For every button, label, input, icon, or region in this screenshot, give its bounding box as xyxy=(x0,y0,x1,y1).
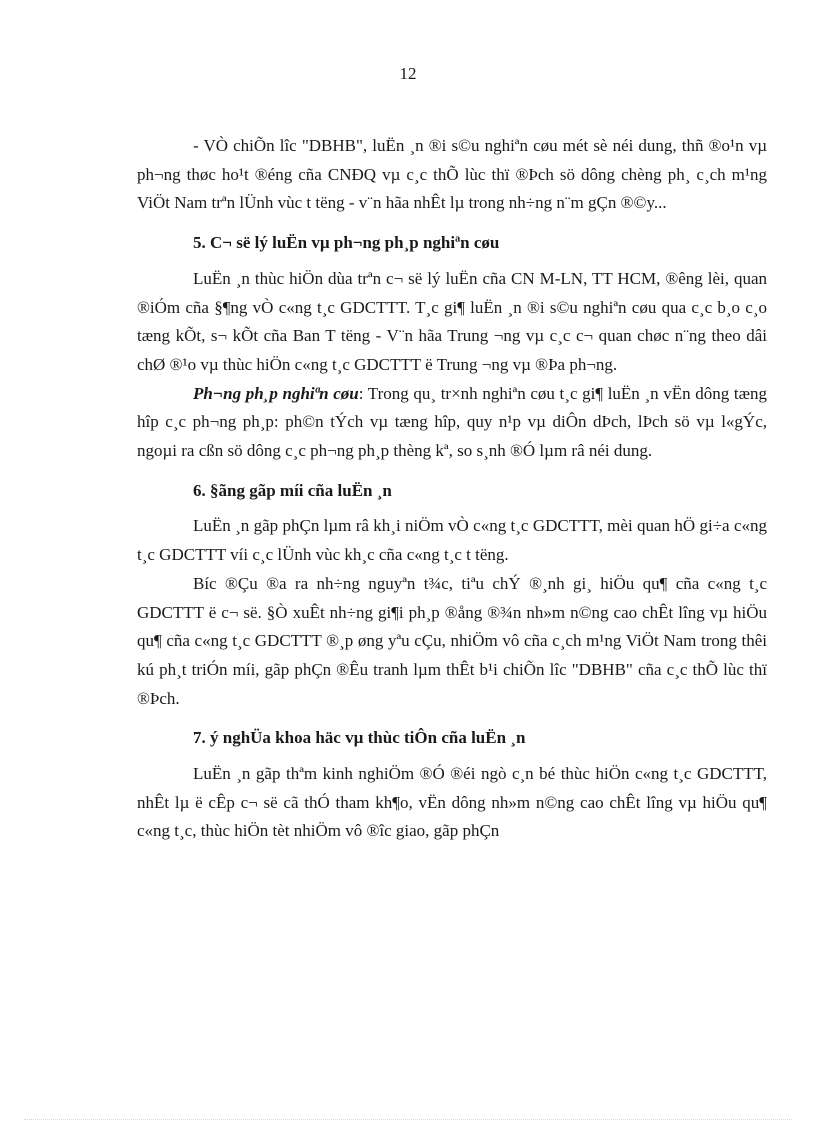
section-5-paragraph: LuËn ¸n thùc hiÖn dùa trªn c¬ së lý luËn cña CN M-LN, TT HCM, ®êng lèi, quan ®iÓm cña §¶ng vÒ c«ng t¸c GDCTTT. T¸c gi¶ luËn ¸n ®i s©u nghiªn cøu qua c¸c b¸o c¸o tæng kÕt, s¬ kÕt cña Ban T tëng - V¨n hãa Trung ¬ng vµ c¸c c¬ quan chøc n¨ng theo dâi chØ ®¹o vµ thùc hiÖn c«ng t¸c GDCTTT ë Trung ¬ng vµ ®Þa ph¬ng. xyxy=(137,268,767,374)
research-method-label: Ph¬ng ph¸p nghiªn cøu xyxy=(193,383,359,403)
section-6-paragraph-1: LuËn ¸n gãp phÇn lµm râ kh¸i niÖm vÒ c«ng t¸c GDCTTT, mèi quan hÖ gi÷a c«ng t¸c GDCTTT víi c¸c lÜnh vùc kh¸c cña c«ng t¸c t tëng. xyxy=(137,516,767,565)
page-number: 12 xyxy=(399,64,417,83)
document-body xyxy=(137,132,767,846)
research-method-paragraph xyxy=(137,380,767,466)
section-6-paragraph-2: Bíc ®Çu ®a ra nh÷ng nguyªn t¾c, tiªu chÝ ®¸nh gi¸ hiÖu qu¶ cña c«ng t¸c GDCTTT ë c¬ së. §Ò xuÊt nh÷ng gi¶i ph¸p ®ång ®¾n nh»m n©ng cao chÊt lîng vµ hiÖu qu¶ cña c«ng t¸c GDCTTT ®¸p øng yªu cÇu, nhiÖm vô cña c¸ch m¹ng ViÖt Nam trong thêi kú ph¸t triÓn míi, gãp phÇn ®Êu tranh lµm thÊt b¹i chiÕn lîc "DBHB" cña c¸c thÕ lùc thï ®Þch. xyxy=(137,573,767,708)
section-7-paragraph: LuËn ¸n gãp thªm kinh nghiÖm ®Ó ®éi ngò c¸n bé thùc hiÖn c«ng t¸c GDCTTT, nhÊt lµ ë cÊp c¬ së cã thÓ tham kh¶o, vËn dông nh»m n©ng cao chÊt lîng vµ hiÖu qu¶ c«ng t¸c, thùc hiÖn tèt nhiÖm vô ®îc giao, gãp phÇn xyxy=(137,764,767,841)
page-bottom-divider xyxy=(24,1119,792,1120)
section-5-heading: 5. C¬ së lý luËn vµ ph¬ng ph¸p nghiªn cøu xyxy=(193,233,500,253)
section-6-heading: 6. §ãng gãp míi cña luËn ¸n xyxy=(193,480,392,500)
paragraph-dbhb-strategy: - VÒ chiÕn lîc "DBHB", luËn ¸n ®i s©u nghiªn cøu mét sè néi dung, thñ ®o¹n vµ ph¬ng thøc ho¹t ®éng cña CNĐQ vµ c¸c thÕ lùc thï ®Þch sö dông chèng ph¸ c¸ch m¹ng ViÖt Nam trªn lÜnh vùc t tëng - v¨n hãa nhÊt lµ trong nh÷ng n¨m gÇn ®©y... xyxy=(137,136,767,213)
research-method-text: : Trong qu¸ tr×nh nghiªn cøu t¸c gi¶ luËn ¸n vËn dông tæng hîp c¸c ph¬ng ph¸p: ph©n tÝch vµ tæng hîp, quy n¹p vµ diÔn dÞch, lÞch sö vµ l«gÝc, ngoµi ra cßn sö dông c¸c ph¬ng ph¸p thèng kª, so s¸nh ®Ó lµm râ néi dung. xyxy=(137,383,767,461)
section-7-heading: 7. ý nghÜa khoa häc vµ thùc tiÔn cña luËn ¸n xyxy=(193,728,526,748)
